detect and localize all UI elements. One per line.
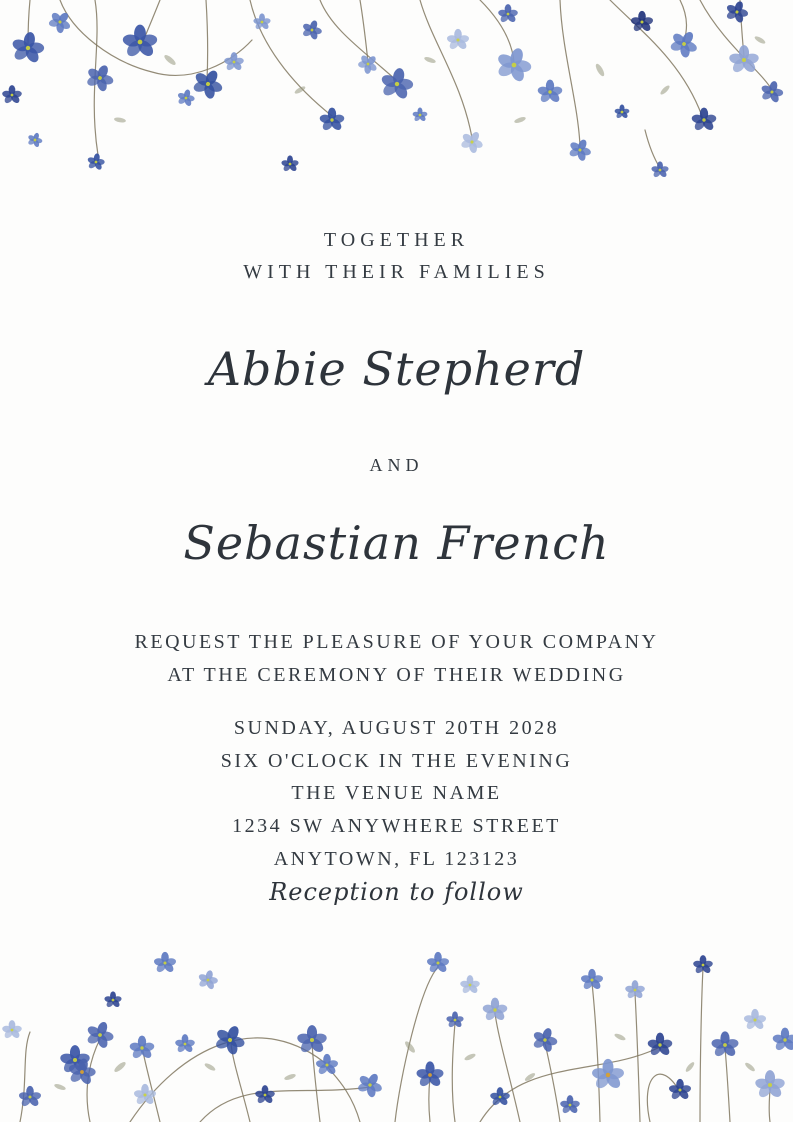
request-lines	[0, 626, 793, 692]
venue-name: THE VENUE NAME	[291, 782, 502, 804]
floral-border-bottom-illustration	[0, 927, 793, 1122]
request-line-1: REQUEST THE PLEASURE OF YOUR COMPANY	[134, 631, 659, 653]
request-line-2: AT THE CEREMONY OF THEIR WEDDING	[167, 664, 626, 686]
floral-border-top-illustration	[0, 0, 793, 200]
partner1-name: Abbie Stepherd	[207, 342, 586, 396]
venue-street: 1234 SW ANYWHERE STREET	[232, 815, 561, 837]
reception-note: Reception to follow	[269, 878, 524, 906]
intro-line-2: WITH THEIR FAMILIES	[243, 261, 550, 283]
time-line: SIX O'CLOCK IN THE EVENING	[220, 750, 573, 772]
date-time-lines	[0, 712, 793, 778]
intro-line-1: TOGETHER	[323, 229, 470, 251]
conjunction-and: AND	[369, 455, 424, 475]
venue-lines	[0, 777, 793, 876]
intro-lines	[0, 224, 793, 288]
partner2-name: Sebastian French	[183, 516, 610, 570]
venue-city: ANYTOWN, FL 123123	[273, 848, 520, 870]
date-line: SUNDAY, AUGUST 20TH 2028	[233, 717, 560, 739]
